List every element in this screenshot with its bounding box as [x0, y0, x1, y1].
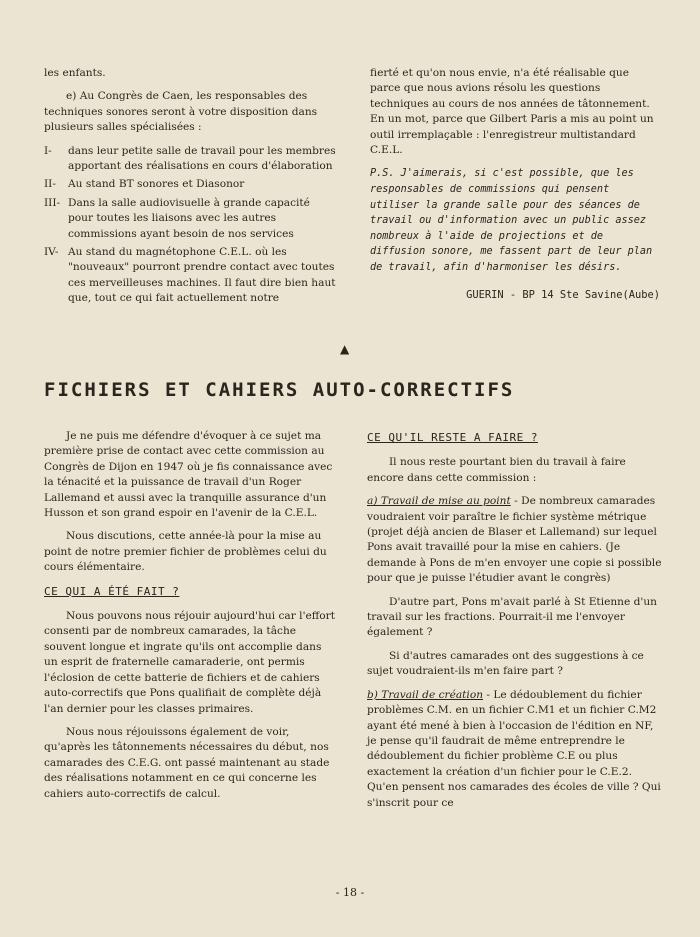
bottom-right-column [367, 424, 663, 819]
paragraph: fierté et qu'on nous envie, n'a été réalisable que parce que nous avions résolu les questions techniques au cours de nos années de tâtonnement. En un mot, parce que Gilbert Paris a mis au point un outil irremplaçable : l'enregistreur multistandard C.E.L. [370, 67, 654, 157]
label-travail-mise-au-point: a) Travail de mise au point [367, 495, 511, 508]
paragraph: Nous nous réjouissons également de voir, qu'après les tâtonnements nécessaires du début, nos camarades des C.E.G. ont passé maintenant au stade des réalisations notamment en ce qui concerne les cahiers auto-correctifs de calcul. [44, 725, 330, 800]
section-heading-reste: CE QU'IL RESTE A FAIRE ? [367, 431, 538, 444]
paragraph-a: a) Travail de mise au point - De nombreux camarades voudraient voir paraître le fichier système métrique (projet déjà ancien de Blaser et Lallemand) sur lequel Pons avait travaillé pour la mise en cahiers. (Je demande à Pons de m'en envoyer une copie si possible pour que je puisse l'étudier avant le congrès) [367, 495, 662, 585]
paragraph: Nous discutions, cette année-là pour la mise au point de notre premier fichier de problèmes celui du cours élémentaire. [44, 530, 327, 574]
paragraph: Je ne puis me défendre d'évoquer à ce sujet ma première prise de contact avec cette commission au Congrès de Dijon en 1947 où je fis connaissance avec la ténacité et la puissance de travail d'un Roger Lallemand et aussi avec la tranquille assurance d'un Husson et son grand espoir en l'avenir de la C.E.L. [44, 430, 333, 520]
postscript: P.S. J'aimerais, si c'est possible, que les responsables de commissions qui pensent utiliser la grande salle pour des séances de travail ou d'information avec un public assez nombreux à l'aide de projections et de diffusion sonore, me fassent part de leur plan de travail, afin d'harmoniser les désirs. [370, 168, 653, 273]
label-travail-creation: b) Travail de création [367, 688, 484, 701]
top-right-column [370, 66, 660, 303]
paragraph: D'autre part, Pons m'avait parlé à St Etienne d'un travail sur les fractions. Pourrait-il me l'envoyer également ? [367, 595, 657, 639]
paragraph-caen: e) Au Congrès de Caen, les responsables des techniques sonores seront à votre disposition dans plusieurs salles spécialisées : [44, 90, 318, 134]
section-heading-fait: CE QUI A ÉTÉ FAIT ? [44, 584, 180, 598]
separator-triangle: ▲ [340, 342, 350, 356]
signature: GUERIN - BP 14 Ste Savine(Aube) [466, 288, 660, 301]
page-number: - 18 - [335, 886, 365, 899]
paragraph: les enfants. [44, 67, 106, 79]
list-item: IV- Au stand du magnétophone C.E.L. où les "nouveaux" pourront prendre contact avec toutes ces merveilleuses machines. Il faut dire bien haut que, tout ce qui fait actuellement notre [44, 246, 336, 305]
article-title: FICHIERS ET CAHIERS AUTO-CORRECTIFS [44, 379, 515, 401]
bottom-left-column [44, 429, 336, 810]
salles-list [44, 144, 336, 307]
paragraph: Il nous reste pourtant bien du travail à faire encore dans cette commission : [367, 456, 626, 484]
paragraph-b: b) Travail de création - Le dédoublement du fichier problèmes C.M. en un fichier C.M1 et un fichier C.M2 ayant été mené à bien à l'occasion de l'édition en NF, je pense qu'il faudrait de même entreprendre le dédoublement du fichier problème C.E ou plus exactement la création d'un fichier pour le C.E.2. Qu'en pensent nos camarades des écoles de ville ? Qui s'inscrit pour ce [367, 688, 661, 809]
top-left-column [44, 66, 336, 311]
list-item: III- Dans la salle audiovisuelle à grande capacité pour toutes les liaisons avec les autres commissions ayant besoin de nos services [44, 196, 310, 240]
list-item: II- Au stand BT sonores et Diasonor [44, 178, 245, 191]
list-item: I- dans leur petite salle de travail pour les membres apportant des réalisations en cours d'élaboration [44, 144, 336, 173]
paragraph: Nous pouvons nous réjouir aujourd'hui car l'effort consenti par de nombreux camarades, la tâche souvent longue et ingrate qu'ils ont accomplie dans un esprit de fraternelle camaraderie, ont permis l'éclosion de cette batterie de fichiers et de cahiers auto-correctifs que Pons qualifiait de complète déjà l'an dernier pour les classes primaires. [44, 610, 335, 715]
paragraph: Si d'autres camarades ont des suggestions à ce sujet voudraient-ils m'en faire part ? [367, 649, 644, 678]
